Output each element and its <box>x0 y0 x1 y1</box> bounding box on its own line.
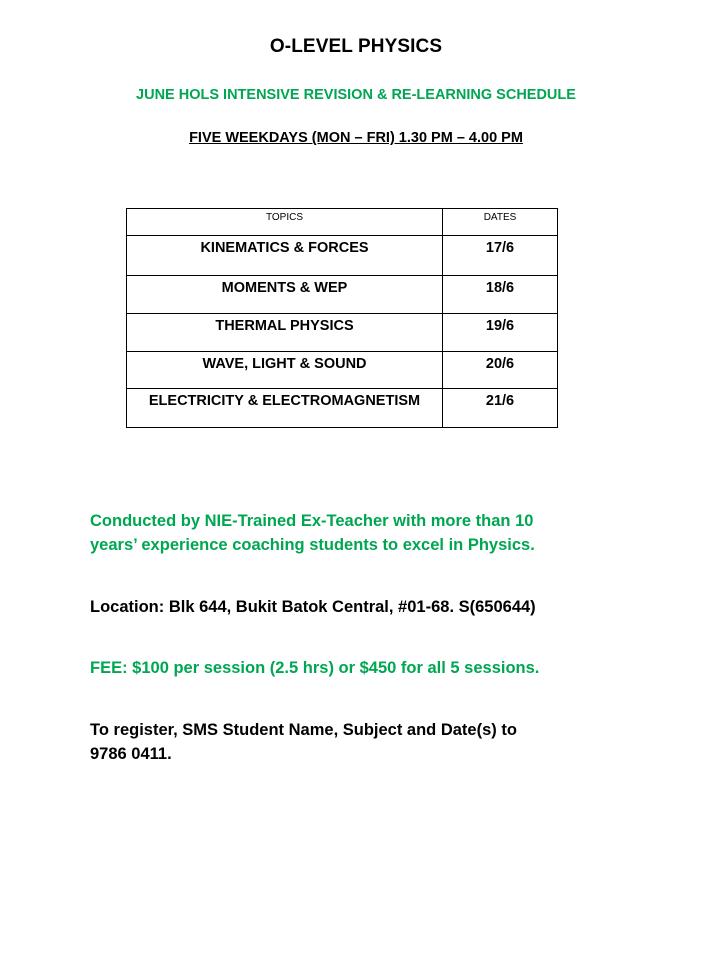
schedule-times: FIVE WEEKDAYS (MON – FRI) 1.30 PM – 4.00 PM <box>189 130 523 146</box>
location-text: Location: Blk 644, Bukit Batok Central, #01-68. S(650644) <box>90 598 536 616</box>
instructor-info <box>90 509 630 557</box>
table-row <box>127 276 558 314</box>
schedule-subtitle: JUNE HOLS INTENSIVE REVISION & RE-LEARNING SCHEDULE <box>136 87 576 103</box>
fee-text: FEE: $100 per session (2.5 hrs) or $450 for all 5 sessions. <box>90 659 540 677</box>
topic-cell: KINEMATICS & FORCES <box>127 236 443 276</box>
registration-info <box>90 718 630 766</box>
topic-cell: MOMENTS & WEP <box>127 276 443 314</box>
dates-column-header: DATES <box>443 209 558 236</box>
instructor-info-line: Conducted by NIE-Trained Ex-Teacher with more than 10 <box>90 512 534 530</box>
topics-table <box>126 208 558 428</box>
topic-cell: WAVE, LIGHT & SOUND <box>127 352 443 389</box>
topic-cell: THERMAL PHYSICS <box>127 314 443 352</box>
table-row <box>127 314 558 352</box>
date-cell: 17/6 <box>443 236 558 276</box>
instructor-info-line: years’ experience coaching students to excel in Physics. <box>90 536 535 554</box>
registration-line: To register, SMS Student Name, Subject and Date(s) to <box>90 721 517 739</box>
date-cell: 21/6 <box>443 389 558 428</box>
registration-phone: 9786 0411. <box>90 745 172 763</box>
table-row <box>127 352 558 389</box>
page-title: O-LEVEL PHYSICS <box>269 36 443 57</box>
table-header-row <box>127 209 558 236</box>
topics-column-header: TOPICS <box>127 209 443 236</box>
table-row <box>127 236 558 276</box>
date-cell: 19/6 <box>443 314 558 352</box>
date-cell: 20/6 <box>443 352 558 389</box>
date-cell: 18/6 <box>443 276 558 314</box>
table-row <box>127 389 558 428</box>
topic-cell: ELECTRICITY & ELECTROMAGNETISM <box>127 389 443 428</box>
